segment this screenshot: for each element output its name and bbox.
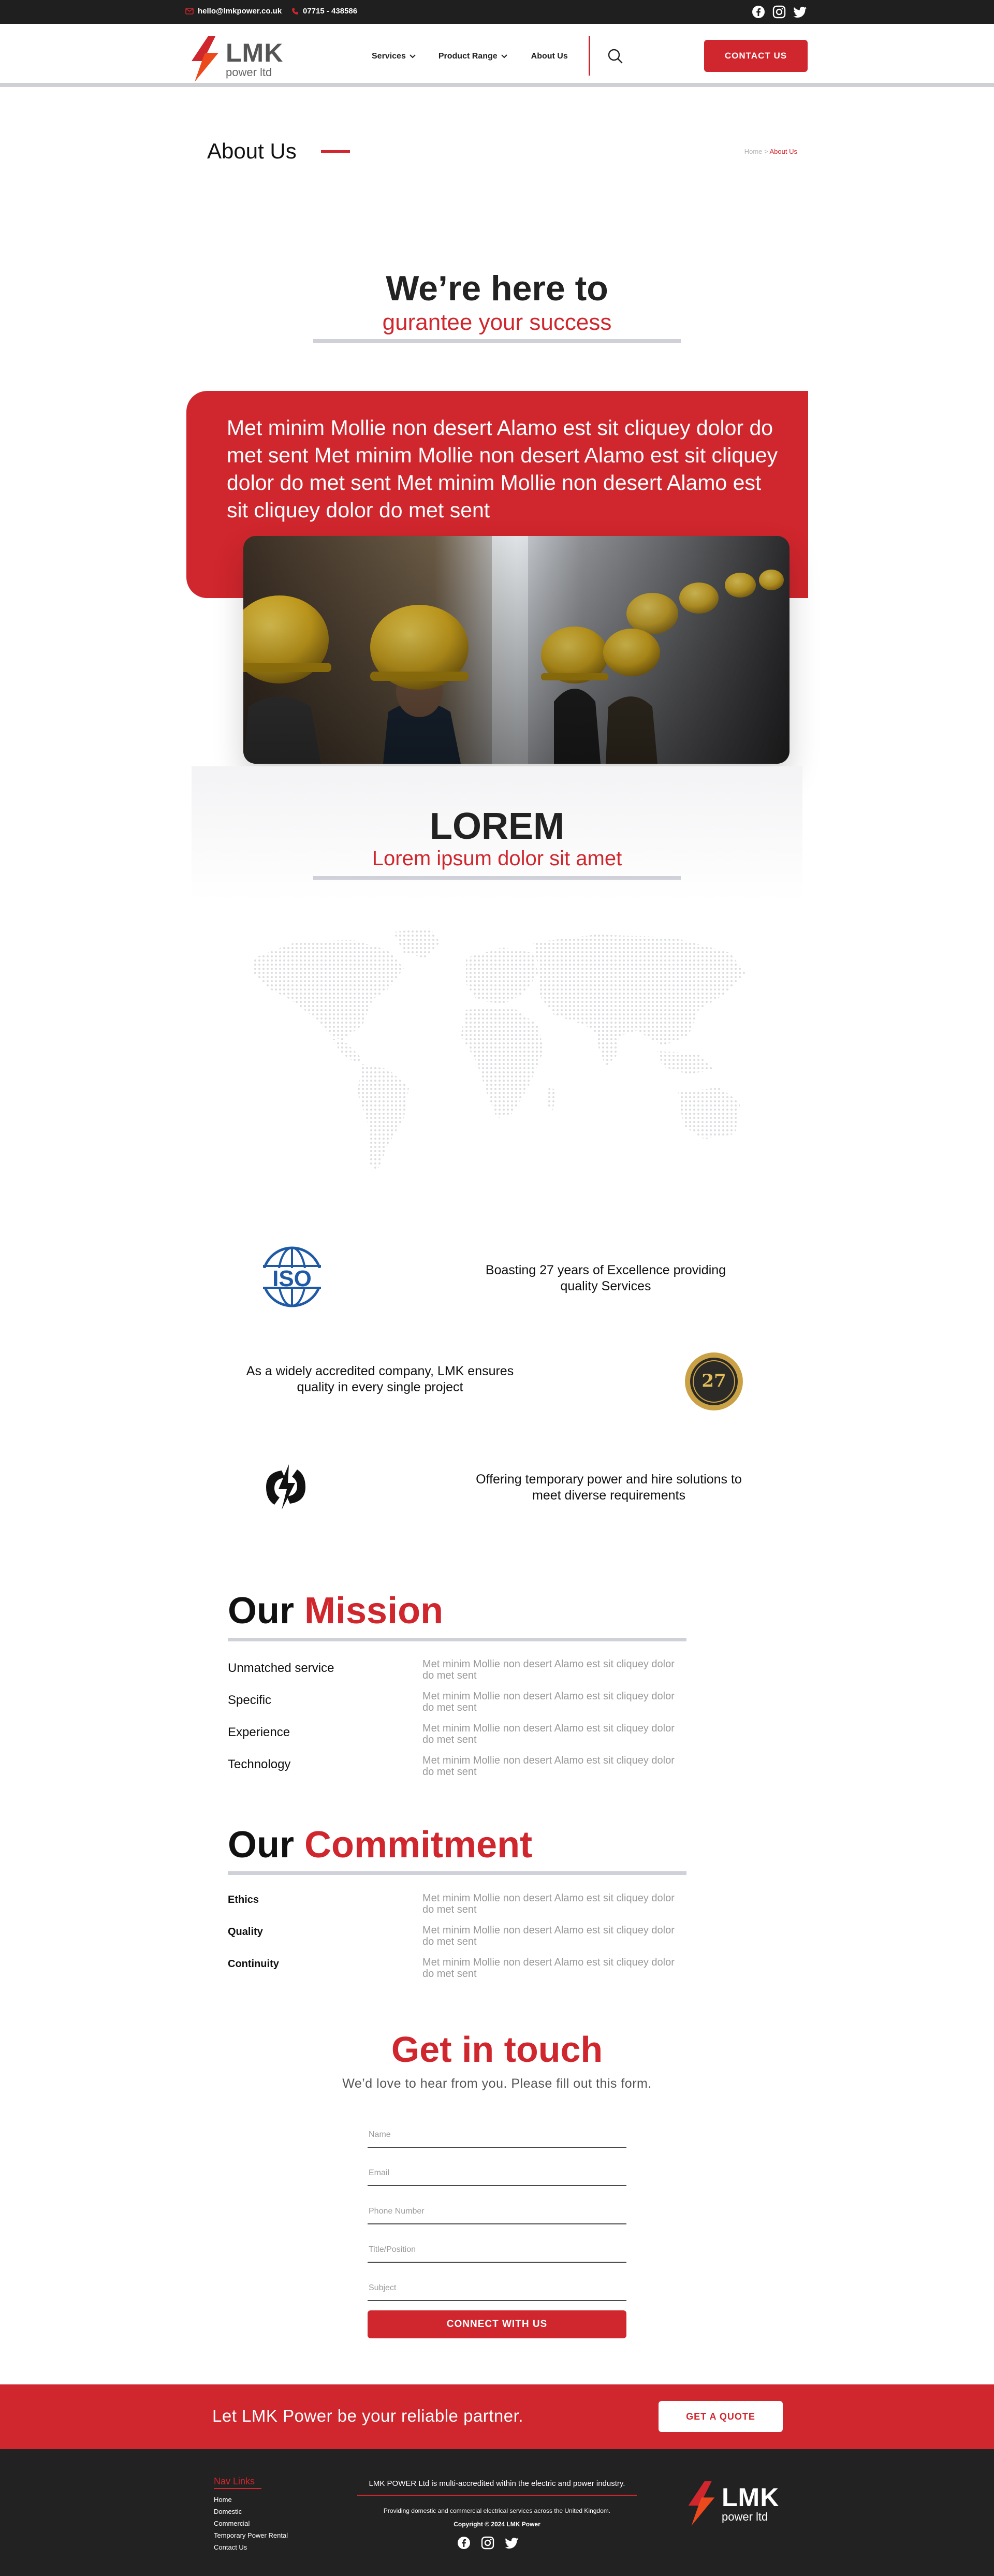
topbar-phone[interactable] bbox=[291, 7, 357, 16]
name-field-placeholder: Name bbox=[369, 2130, 391, 2139]
top-bar bbox=[0, 0, 994, 24]
main-nav bbox=[372, 52, 568, 61]
commitment-title-accent: Commitment bbox=[304, 1824, 533, 1866]
footer-copyright: Copyright © 2024 LMK Power bbox=[454, 2521, 540, 2528]
nav-label-services: Services bbox=[372, 52, 406, 61]
footer-services-line: Providing domestic and commercial electrical services across the United Kingdom. bbox=[383, 2507, 611, 2514]
hero-subheading: gurantee your success bbox=[382, 310, 612, 335]
chevron-down-icon bbox=[410, 54, 416, 59]
workers-hardhats-photo bbox=[243, 536, 790, 764]
feature-text-2: As a widely accredited company, LMK ensures quality in every single project bbox=[246, 1364, 514, 1394]
footer-logo-tagline: power ltd bbox=[722, 2510, 768, 2523]
email-field-placeholder: Email bbox=[369, 2169, 390, 2177]
title-position-field-placeholder: Title/Position bbox=[369, 2245, 416, 2254]
chevron-down-icon bbox=[501, 54, 507, 59]
footer-brand-logo[interactable] bbox=[684, 2480, 779, 2527]
commitment-label-3: Continuity bbox=[228, 1958, 279, 1970]
commitment-title-prefix: Our bbox=[228, 1824, 295, 1866]
twitter-icon[interactable] bbox=[505, 2536, 519, 2552]
nav-label-product-range: Product Range bbox=[438, 52, 498, 61]
facebook-icon[interactable] bbox=[457, 2536, 471, 2552]
world-map bbox=[233, 922, 766, 1181]
mission-title-prefix: Our bbox=[228, 1590, 295, 1632]
hero-heading: We’re here to bbox=[386, 269, 608, 308]
commitment-desc-1: Met minim Mollie non desert Alamo est sit cliquey dolor do met sent bbox=[422, 1893, 675, 1915]
footer-link-temporary-power-rental[interactable]: Temporary Power Rental bbox=[214, 2531, 288, 2539]
email-field[interactable] bbox=[368, 2164, 626, 2186]
commitment-desc-3: Met minim Mollie non desert Alamo est sit cliquey dolor do met sent bbox=[422, 1957, 675, 1980]
breadcrumb-separator: > bbox=[764, 148, 768, 155]
phone-field-placeholder: Phone Number bbox=[369, 2207, 425, 2216]
facebook-icon[interactable] bbox=[752, 5, 765, 19]
lorem-heading: LOREM bbox=[430, 806, 564, 847]
breadcrumb-home[interactable]: Home bbox=[744, 148, 763, 155]
hero-underline bbox=[313, 339, 681, 343]
site-header bbox=[0, 24, 994, 87]
subject-field-placeholder: Subject bbox=[369, 2283, 397, 2292]
svg-text:27: 27 bbox=[701, 1371, 726, 1391]
mission-title-accent: Mission bbox=[304, 1590, 444, 1632]
name-field[interactable] bbox=[368, 2126, 626, 2148]
mission-label-2: Specific bbox=[228, 1693, 272, 1707]
logo-name: LMK bbox=[226, 38, 284, 67]
phone-icon bbox=[291, 8, 299, 15]
mission-underline bbox=[228, 1638, 686, 1641]
commitment-desc-2: Met minim Mollie non desert Alamo est sit cliquey dolor do met sent bbox=[422, 1925, 675, 1947]
page-title: About Us bbox=[207, 139, 297, 163]
footer-nav-title-underline bbox=[214, 2488, 261, 2489]
footer-accreditation: LMK POWER Ltd is multi-accredited within the electric and power industry. bbox=[369, 2479, 625, 2488]
contact-heading: Get in touch bbox=[391, 2029, 603, 2070]
feature-text-3: Offering temporary power and hire solutions to meet diverse requirements bbox=[476, 1472, 742, 1503]
mission-label-4: Technology bbox=[228, 1757, 291, 1771]
topbar-social bbox=[752, 5, 807, 19]
mission-desc-3: Met minim Mollie non desert Alamo est sit cliquey dolor do met sent bbox=[422, 1723, 675, 1745]
hero-paragraph: Met minim Mollie non desert Alamo est sit cliquey dolor do met sent Met minim Mollie non desert Alamo est sit cliquey dolor do met sent Met minim Mollie non desert Alamo est sit cliquey dolor do met sent bbox=[227, 416, 778, 522]
mission-desc-4: Met minim Mollie non desert Alamo est sit cliquey dolor do met sent bbox=[422, 1755, 675, 1778]
instagram-icon[interactable] bbox=[772, 5, 786, 19]
subject-field[interactable] bbox=[368, 2279, 626, 2301]
phone-field[interactable] bbox=[368, 2203, 626, 2224]
commitment-label-2: Quality bbox=[228, 1926, 263, 1938]
nav-item-about-us[interactable] bbox=[531, 52, 568, 61]
footer-center-line bbox=[357, 2495, 637, 2496]
footer-link-contact-us[interactable]: Contact Us bbox=[214, 2543, 247, 2551]
contact-subheading: We’d love to hear from you. Please fill out this form. bbox=[342, 2076, 652, 2091]
topbar-email-text: hello@lmkpower.co.uk bbox=[198, 7, 282, 16]
contact-us-button[interactable]: CONTACT US bbox=[704, 40, 808, 72]
footer-link-commercial[interactable]: Commercial bbox=[214, 2520, 250, 2527]
mail-icon bbox=[185, 8, 194, 14]
commitment-label-1: Ethics bbox=[228, 1894, 259, 1905]
mission-desc-1: Met minim Mollie non desert Alamo est sit cliquey dolor do met sent bbox=[422, 1658, 675, 1681]
cta-text: Let LMK Power be your reliable partner. bbox=[212, 2406, 523, 2425]
breadcrumb-current: About Us bbox=[769, 148, 797, 155]
get-a-quote-button[interactable]: GET A QUOTE bbox=[659, 2401, 783, 2432]
topbar-phone-text: 07715 - 438586 bbox=[303, 7, 358, 16]
lorem-underline bbox=[313, 876, 681, 880]
logo-tagline: power ltd bbox=[226, 66, 272, 79]
footer-nav-list bbox=[214, 2494, 288, 2553]
footer-link-domestic[interactable]: Domestic bbox=[214, 2508, 242, 2515]
lightning-bolt-icon bbox=[684, 2480, 719, 2527]
mission-label-3: Experience bbox=[228, 1725, 290, 1739]
iso-logo bbox=[258, 1245, 326, 1308]
mission-label-1: Unmatched service bbox=[228, 1661, 334, 1675]
power-hire-logo bbox=[259, 1460, 313, 1514]
lorem-subheading: Lorem ipsum dolor sit amet bbox=[372, 847, 622, 870]
mission-title bbox=[228, 1590, 443, 1632]
connect-with-us-button[interactable]: CONNECT WITH US bbox=[368, 2310, 626, 2338]
search-icon[interactable] bbox=[606, 47, 624, 65]
site-footer bbox=[0, 2449, 994, 2576]
footer-link-home[interactable]: Home bbox=[214, 2496, 232, 2504]
nav-item-product-range[interactable] bbox=[438, 52, 507, 61]
footer-logo-name: LMK bbox=[722, 2483, 780, 2512]
footer-social bbox=[457, 2536, 519, 2552]
title-accent-dash bbox=[321, 150, 350, 153]
mission-desc-2: Met minim Mollie non desert Alamo est sit cliquey dolor do met sent bbox=[422, 1691, 675, 1713]
brand-logo[interactable] bbox=[187, 35, 283, 83]
header-divider bbox=[589, 36, 590, 76]
svg-text:ISO: ISO bbox=[272, 1266, 312, 1291]
breadcrumb bbox=[744, 148, 797, 155]
footer-nav-title: Nav Links bbox=[214, 2476, 255, 2486]
cta-band bbox=[0, 2384, 994, 2449]
title-position-field[interactable] bbox=[368, 2241, 626, 2263]
instagram-icon[interactable] bbox=[481, 2536, 494, 2552]
nav-item-services[interactable] bbox=[372, 52, 416, 61]
topbar-email[interactable] bbox=[185, 7, 282, 16]
feature-text-1: Boasting 27 years of Excellence providing quality Services bbox=[485, 1263, 726, 1293]
nav-label-about-us: About Us bbox=[531, 52, 568, 61]
27-years-badge bbox=[684, 1351, 744, 1411]
commitment-underline bbox=[228, 1871, 686, 1875]
twitter-icon[interactable] bbox=[793, 5, 807, 19]
lightning-bolt-icon bbox=[187, 35, 223, 83]
commitment-title bbox=[228, 1824, 532, 1866]
